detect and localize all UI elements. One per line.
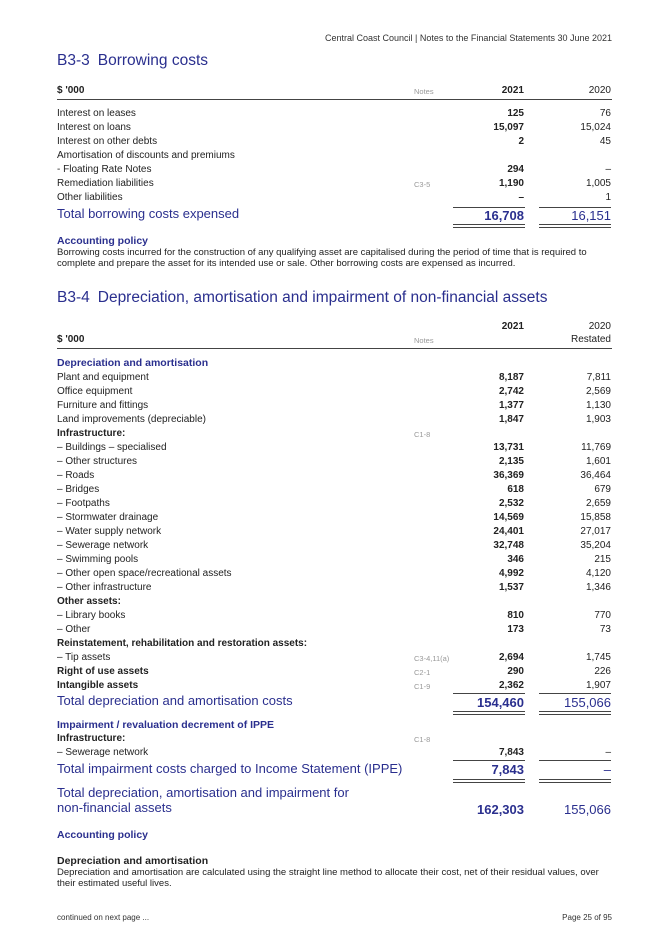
row-value-2020: 1,745 bbox=[585, 652, 611, 663]
impairment-row-2021: 7,843 bbox=[498, 747, 524, 758]
row-value-2020: 15,024 bbox=[580, 122, 611, 133]
row-value-2020: 1,346 bbox=[585, 582, 611, 593]
unit-label: $ '000 bbox=[57, 85, 85, 96]
row-label: Infrastructure: bbox=[57, 428, 126, 439]
row-value-2021: 173 bbox=[507, 624, 524, 635]
impairment-row-label: – Sewerage network bbox=[57, 747, 149, 758]
page-number: Page 25 of 95 bbox=[562, 913, 612, 922]
row-label: – Stormwater drainage bbox=[57, 512, 159, 523]
row-note-ref: C1-9 bbox=[414, 682, 431, 691]
depreciation-heading: Depreciation and amortisation bbox=[57, 357, 209, 369]
row-value-2021: 2,135 bbox=[498, 456, 524, 467]
row-value-2021: 2,742 bbox=[498, 386, 524, 397]
continued-note: continued on next page ... bbox=[57, 913, 150, 922]
row-label: – Roads bbox=[57, 470, 95, 481]
row-label: Reinstatement, rehabilitation and restoration assets: bbox=[57, 638, 308, 649]
grand-total-2021: 162,303 bbox=[477, 802, 524, 817]
row-label: Interest on leases bbox=[57, 108, 136, 119]
unit-label: $ '000 bbox=[57, 334, 85, 345]
impairment-total-2021: 7,843 bbox=[491, 762, 524, 777]
row-label: – Sewerage network bbox=[57, 540, 149, 551]
row-value-2020: 27,017 bbox=[580, 526, 611, 537]
column-header-restated: Restated bbox=[570, 334, 611, 345]
row-value-2021: 1,377 bbox=[498, 400, 524, 411]
borrowing-total-2021: 16,708 bbox=[484, 208, 524, 223]
column-header-2020: 2020 bbox=[588, 321, 611, 332]
dep-total-2020: 155,066 bbox=[564, 695, 611, 710]
section-b33-title bbox=[57, 52, 208, 70]
row-value-2021: 1,537 bbox=[498, 582, 524, 593]
section-number: B3-4 bbox=[57, 289, 90, 306]
row-label: Office equipment bbox=[57, 386, 133, 397]
section-title-text: Borrowing costs bbox=[97, 52, 209, 69]
row-value-2020: 1,907 bbox=[585, 680, 611, 691]
row-value-2020: 15,858 bbox=[580, 512, 611, 523]
row-value-2020: 11,769 bbox=[581, 442, 611, 453]
impairment-row-2020: – bbox=[605, 747, 611, 758]
section-title-text: Depreciation, amortisation and impairment of non-financial assets bbox=[97, 289, 548, 306]
total-double-rule-2021 bbox=[453, 224, 525, 228]
row-value-2020: 36,464 bbox=[580, 470, 611, 481]
row-label: Right of use assets bbox=[57, 666, 149, 677]
row-label: Remediation liabilities bbox=[57, 178, 154, 189]
row-value-2020: 73 bbox=[599, 624, 611, 635]
row-value-2020: 7,811 bbox=[586, 372, 611, 383]
impairment-note-ref: C1-8 bbox=[414, 735, 431, 744]
row-label: Interest on other debts bbox=[57, 136, 158, 147]
row-value-2021: – bbox=[518, 192, 524, 203]
row-value-2020: 679 bbox=[594, 484, 611, 495]
row-value-2020: 215 bbox=[594, 554, 611, 565]
notes-column-header: Notes bbox=[414, 87, 434, 96]
dep-total-rule-2020 bbox=[539, 693, 611, 694]
imp-total-rule-2020 bbox=[539, 760, 611, 761]
row-label: – Tip assets bbox=[57, 652, 111, 663]
row-value-2021: 2,362 bbox=[498, 680, 524, 691]
row-value-2021: 13,731 bbox=[493, 442, 524, 453]
row-note-ref: C3-4,11(a) bbox=[414, 654, 450, 663]
row-label: – Other open space/recreational assets bbox=[57, 568, 232, 579]
impairment-total-2020: – bbox=[603, 762, 611, 777]
row-label: – Water supply network bbox=[57, 526, 162, 537]
accounting-policy-heading: Accounting policy bbox=[57, 829, 149, 841]
row-label: – Swimming pools bbox=[57, 554, 139, 565]
grand-total-label-line2: non-financial assets bbox=[57, 800, 172, 815]
row-value-2021: 1,847 bbox=[498, 414, 524, 425]
row-value-2021: 346 bbox=[507, 554, 524, 565]
row-label: - Floating Rate Notes bbox=[57, 164, 152, 175]
row-label: – Library books bbox=[57, 610, 126, 621]
row-label: Land improvements (depreciable) bbox=[57, 414, 206, 425]
row-label: – Bridges bbox=[57, 484, 100, 495]
row-value-2020: 226 bbox=[594, 666, 611, 677]
row-value-2020: 1 bbox=[605, 192, 611, 203]
row-value-2021: 15,097 bbox=[493, 122, 524, 133]
row-value-2020: 2,569 bbox=[585, 386, 611, 397]
row-label: Amortisation of discounts and premiums bbox=[57, 150, 235, 161]
row-note-ref: C1-8 bbox=[414, 430, 431, 439]
row-note-ref: C3-5 bbox=[414, 180, 431, 189]
row-value-2021: 4,992 bbox=[498, 568, 524, 579]
impairment-heading: Impairment / revaluation decrement of IPPE bbox=[57, 719, 275, 731]
row-value-2021: 290 bbox=[507, 666, 524, 677]
row-value-2020: 2,659 bbox=[585, 498, 611, 509]
grand-total-label-line1: Total depreciation, amortisation and impairment for bbox=[57, 785, 349, 800]
borrowing-total-label: Total borrowing costs expensed bbox=[57, 206, 240, 221]
row-label: – Buildings – specialised bbox=[57, 442, 167, 453]
row-value-2020: 1,005 bbox=[585, 178, 611, 189]
row-value-2020: 1,130 bbox=[585, 400, 611, 411]
dep-total-double-rule-2021 bbox=[453, 711, 525, 715]
row-value-2020: – bbox=[605, 164, 611, 175]
row-value-2021: 2,694 bbox=[498, 652, 524, 663]
header-rule bbox=[57, 348, 612, 349]
borrowing-total-2020: 16,151 bbox=[571, 208, 611, 223]
row-label: Other assets: bbox=[57, 596, 121, 607]
row-value-2020: 4,120 bbox=[585, 568, 611, 579]
row-value-2021: 125 bbox=[507, 108, 524, 119]
column-header-2020: 2020 bbox=[588, 85, 611, 96]
imp-total-double-rule-2021 bbox=[453, 779, 525, 783]
row-value-2021: 8,187 bbox=[498, 372, 524, 383]
section-b34-title bbox=[57, 289, 547, 307]
row-label: Other liabilities bbox=[57, 192, 123, 203]
column-header-2021: 2021 bbox=[501, 321, 524, 332]
header-rule bbox=[57, 99, 612, 100]
row-value-2021: 2 bbox=[518, 136, 524, 147]
row-label: – Other structures bbox=[57, 456, 138, 467]
row-value-2020: 1,601 bbox=[585, 456, 611, 467]
row-note-ref: C2-1 bbox=[414, 668, 431, 677]
row-value-2020: 76 bbox=[599, 108, 611, 119]
row-value-2021: 32,748 bbox=[493, 540, 524, 551]
row-value-2021: 24,401 bbox=[493, 526, 524, 537]
row-value-2020: 35,204 bbox=[580, 540, 611, 551]
dep-total-2021: 154,460 bbox=[477, 695, 524, 710]
accounting-policy-text: Borrowing costs incurred for the construction of any qualifying asset are capitalised during the period of time that is required to complete and prepare the asset for its intended use or sale. Other borrowing costs are expensed as incurred. bbox=[57, 247, 587, 269]
row-label: Plant and equipment bbox=[57, 372, 149, 383]
row-label: – Other bbox=[57, 624, 91, 635]
row-value-2021: 2,532 bbox=[498, 498, 524, 509]
row-value-2020: 770 bbox=[594, 610, 611, 621]
running-header: Central Coast Council | Notes to the Financial Statements 30 June 2021 bbox=[325, 33, 612, 43]
row-value-2021: 810 bbox=[507, 610, 524, 621]
row-label: Intangible assets bbox=[57, 680, 139, 691]
row-label: – Other infrastructure bbox=[57, 582, 152, 593]
column-header-2021: 2021 bbox=[501, 85, 524, 96]
imp-total-double-rule-2020 bbox=[539, 779, 611, 783]
total-double-rule-2020 bbox=[539, 224, 611, 228]
row-value-2021: 1,190 bbox=[498, 178, 524, 189]
row-label: Interest on loans bbox=[57, 122, 131, 133]
row-value-2020: 45 bbox=[599, 136, 611, 147]
row-value-2021: 36,369 bbox=[493, 470, 524, 481]
dep-policy-text: Depreciation and amortisation are calculated using the straight line method to allocate their cost, net of their residual values, over their estimated useful lives. bbox=[57, 867, 599, 889]
section-number: B3-3 bbox=[57, 52, 90, 69]
row-label: – Footpaths bbox=[57, 498, 110, 509]
grand-total-2020: 155,066 bbox=[564, 802, 611, 817]
row-value-2020: 1,903 bbox=[585, 414, 611, 425]
impairment-infrastructure-label: Infrastructure: bbox=[57, 733, 126, 744]
dep-total-label: Total depreciation and amortisation costs bbox=[57, 693, 293, 708]
accounting-policy-heading: Accounting policy bbox=[57, 235, 149, 247]
notes-column-header: Notes bbox=[414, 336, 434, 345]
row-value-2021: 294 bbox=[507, 164, 524, 175]
row-value-2021: 618 bbox=[507, 484, 524, 495]
row-label: Furniture and fittings bbox=[57, 400, 149, 411]
row-value-2021: 14,569 bbox=[493, 512, 524, 523]
dep-policy-heading: Depreciation and amortisation bbox=[57, 855, 209, 867]
dep-total-rule-2021 bbox=[453, 693, 525, 694]
impairment-total-label: Total impairment costs charged to Income Statement (IPPE) bbox=[57, 761, 403, 776]
dep-total-double-rule-2020 bbox=[539, 711, 611, 715]
imp-total-rule-2021 bbox=[453, 760, 525, 761]
